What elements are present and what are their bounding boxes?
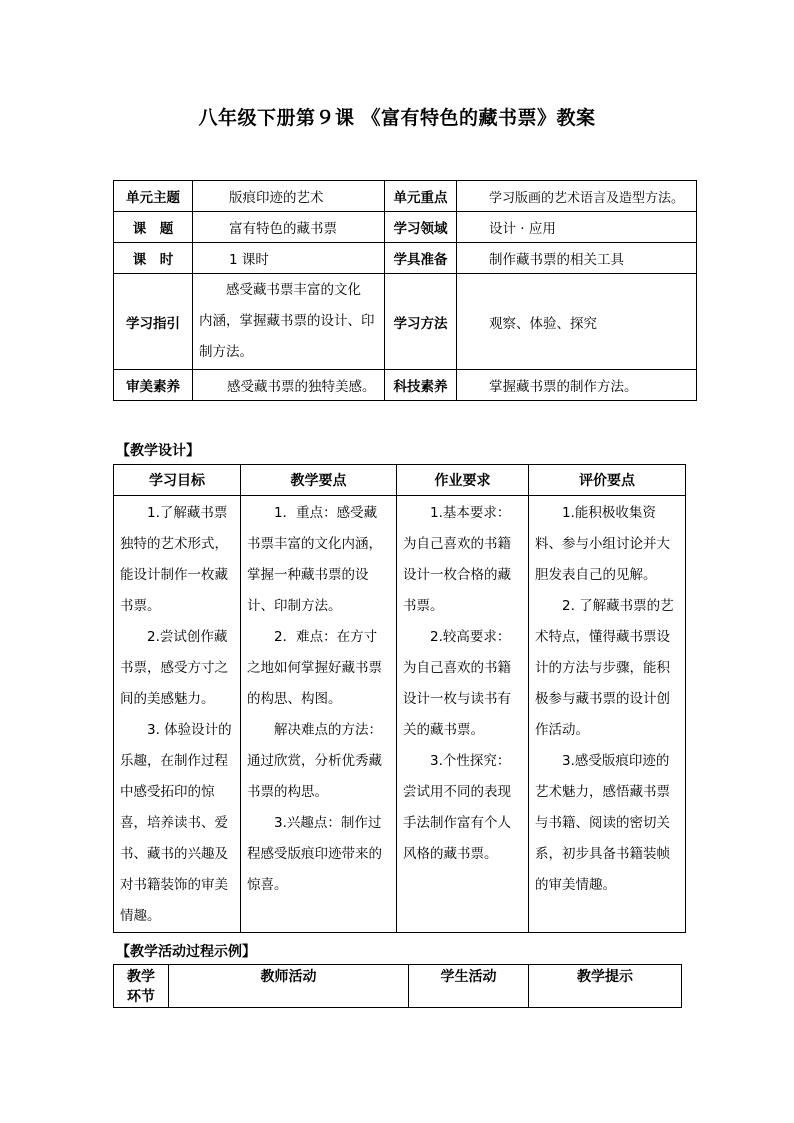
header-stage: 教学 环节 [114, 965, 169, 1008]
table-row [114, 370, 697, 401]
unit-focus-label: 单元重点 [385, 181, 457, 212]
aesthetic-label: 审美素养 [114, 370, 193, 401]
lesson-hours-value: 1 课时 [193, 243, 385, 274]
guide-label: 学习指引 [114, 274, 193, 370]
learning-field-value: 设计 · 应用 [457, 212, 697, 243]
lesson-hours-label: 课 时 [114, 243, 193, 274]
tools-label: 学具准备 [385, 243, 457, 274]
method-label: 学习方法 [385, 274, 457, 370]
teaching-points-cell: 1．重点：感受藏书票丰富的文化内涵，掌握一种藏书票的设计、印制方法。 2．难点：在方寸之地如何掌握好藏书票的构思、构图。 解决难点的方法： 通过欣赏，分析优秀藏书票的构思。 3.兴趣点：制作过程感受版痕印迹带来的惊喜。 [241, 496, 397, 933]
tools-value: 制作藏书票的相关工具 [457, 243, 697, 274]
activity-process-table [113, 964, 682, 1008]
table-row [114, 965, 682, 1008]
evaluation-cell: 1.能积极收集资料、参与小组讨论并大胆发表自己的见解。 2. 了解藏书票的艺术特点，懂得藏书票设计的方法与步骤，能积极参与藏书票的设计创作活动。 3.感受版痕印迹的艺术魅力，感悟藏书票与书籍、阅读的密切关系，初步具备书籍装帧的审美情趣。 [529, 496, 686, 933]
learning-goals-cell: 1.了解藏书票独特的艺术形式，能设计制作一枚藏书票。 2.尝试创作藏书票，感受方寸之间的美感魅力。 3. 体验设计的乐趣，在制作过程中感受拓印的惊喜，培养读书、爱书、藏书的兴趣及对书籍装饰的审美情趣。 [114, 496, 241, 933]
tech-label: 科技素养 [385, 370, 457, 401]
header-teaching-points: 教学要点 [241, 465, 397, 496]
lesson-info-table [113, 180, 697, 401]
table-row [114, 181, 697, 212]
header-student-activity: 学生活动 [409, 965, 529, 1008]
tech-value: 掌握藏书票的制作方法。 [457, 370, 697, 401]
guide-value: 感受藏书票丰富的文化 内涵，掌握藏书票的设计、印 制方法。 [193, 274, 385, 370]
table-row [114, 243, 697, 274]
unit-theme-value: 版痕印迹的艺术 [193, 181, 385, 212]
table-row [114, 465, 686, 496]
unit-theme-label: 单元主题 [114, 181, 193, 212]
table-row [114, 274, 697, 370]
aesthetic-value: 感受藏书票的独特美感。 [193, 370, 385, 401]
page-title: 八年级下册第９课 《富有特色的藏书票》教案 [198, 107, 596, 129]
table-row [114, 212, 697, 243]
lesson-title-value: 富有特色的藏书票 [193, 212, 385, 243]
design-heading: 【教学设计】 [116, 443, 200, 459]
teaching-design-table [113, 464, 686, 933]
method-value: 观察、体验、探究 [457, 274, 697, 370]
unit-focus-value: 学习版画的艺术语言及造型方法。 [457, 181, 697, 212]
homework-cell: 1.基本要求： 为自己喜欢的书籍设计一枚合格的藏书票。 2.较高要求： 为自己喜欢的书籍设计一枚与读书有关的藏书票。 3.个性探究： 尝试用不同的表现手法制作富有个人风格的藏书票。 [397, 496, 529, 933]
header-homework: 作业要求 [397, 465, 529, 496]
header-teacher-activity: 教师活动 [169, 965, 409, 1008]
header-teaching-tips: 教学提示 [529, 965, 682, 1008]
process-heading: 【教学活动过程示例】 [116, 944, 256, 960]
header-evaluation: 评价要点 [529, 465, 686, 496]
lesson-title-label: 课 题 [114, 212, 193, 243]
table-row [114, 496, 686, 933]
header-learning-goals: 学习目标 [114, 465, 241, 496]
learning-field-label: 学习领域 [385, 212, 457, 243]
